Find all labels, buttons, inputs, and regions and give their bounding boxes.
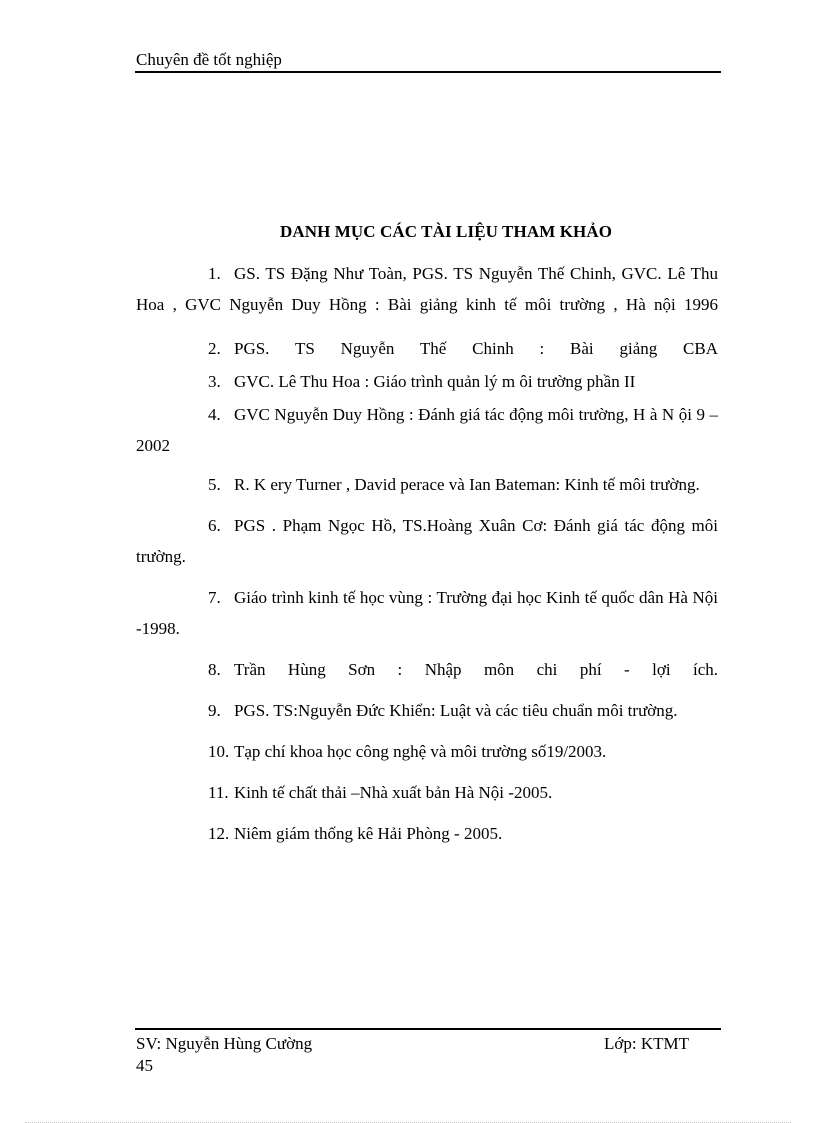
reference-number: 8. — [208, 660, 221, 679]
reference-text: PGS . Phạm Ngọc Hồ, TS.Hoàng Xuân Cơ: Đánh giá tác động môi trường. — [136, 516, 718, 566]
reference-number: 3. — [208, 372, 221, 391]
footer-student: SV: Nguyễn Hùng Cường — [136, 1034, 313, 1053]
reference-item — [136, 695, 718, 726]
reference-item — [136, 777, 718, 808]
reference-number: 5. — [208, 475, 221, 494]
reference-text: Niêm giám thống kê Hải Phòng - 2005. — [234, 824, 503, 843]
reference-text: Giáo trình kinh tế học vùng : Trường đại học Kinh tế quốc dân Hà Nội -1998. — [136, 588, 718, 638]
reference-number: 4. — [208, 405, 221, 424]
reference-item — [136, 510, 718, 572]
page-number: 45 — [136, 1056, 153, 1075]
reference-item — [136, 469, 718, 500]
reference-text: GVC. Lê Thu Hoa : Giáo trình quản lý m ôi trường phần II — [234, 372, 636, 391]
reference-text: Kinh tế chất thải –Nhà xuất bản Hà Nội -2005. — [234, 783, 553, 802]
reference-item — [136, 736, 718, 767]
references-title: DANH MỤC CÁC TÀI LIỆU THAM KHẢO — [279, 222, 613, 241]
reference-number: 6. — [208, 516, 221, 535]
reference-number: 10. — [208, 742, 230, 761]
reference-item — [136, 582, 718, 644]
running-header: Chuyên đề tốt nghiệp — [136, 50, 282, 69]
reference-number: 2. — [208, 339, 221, 358]
reference-item — [136, 654, 718, 685]
reference-list — [136, 258, 718, 849]
reference-text: R. K ery Turner , David perace và Ian Bateman: Kinh tế môi trường. — [234, 475, 700, 494]
reference-text: GVC Nguyễn Duy Hồng : Đánh giá tác động môi trường, H à N ội 9 – 2002 — [136, 405, 718, 455]
footer-divider — [135, 1028, 721, 1030]
reference-text: Trần Hùng Sơn : Nhập môn chi phí - lợi ích. — [234, 660, 718, 679]
reference-text: PGS. TS Nguyễn Thế Chinh : Bài giảng CBA — [234, 339, 718, 358]
reference-item — [136, 818, 718, 849]
reference-text: Tạp chí khoa học công nghệ và môi trường số19/2003. — [234, 742, 607, 761]
reference-number: 7. — [208, 588, 221, 607]
reference-number: 12. — [208, 824, 230, 843]
reference-item — [136, 366, 718, 397]
reference-text: PGS. TS:Nguyễn Đức Khiển: Luật và các tiêu chuẩn môi trường. — [234, 701, 678, 720]
reference-text: GS. TS Đặng Như Toàn, PGS. TS Nguyễn Thế Chinh, GVC. Lê Thu Hoa , GVC Nguyễn Duy Hồng : Bài giảng kinh tế môi trường , Hà nội 1996 — [136, 264, 718, 314]
reference-item — [136, 333, 718, 364]
reference-number: 1. — [208, 264, 221, 283]
reference-number: 9. — [208, 701, 221, 720]
reference-item — [136, 399, 718, 461]
header-divider — [135, 71, 721, 73]
footer-class: Lớp: KTMT — [604, 1034, 690, 1053]
reference-number: 11. — [208, 783, 229, 802]
reference-item — [136, 258, 718, 320]
